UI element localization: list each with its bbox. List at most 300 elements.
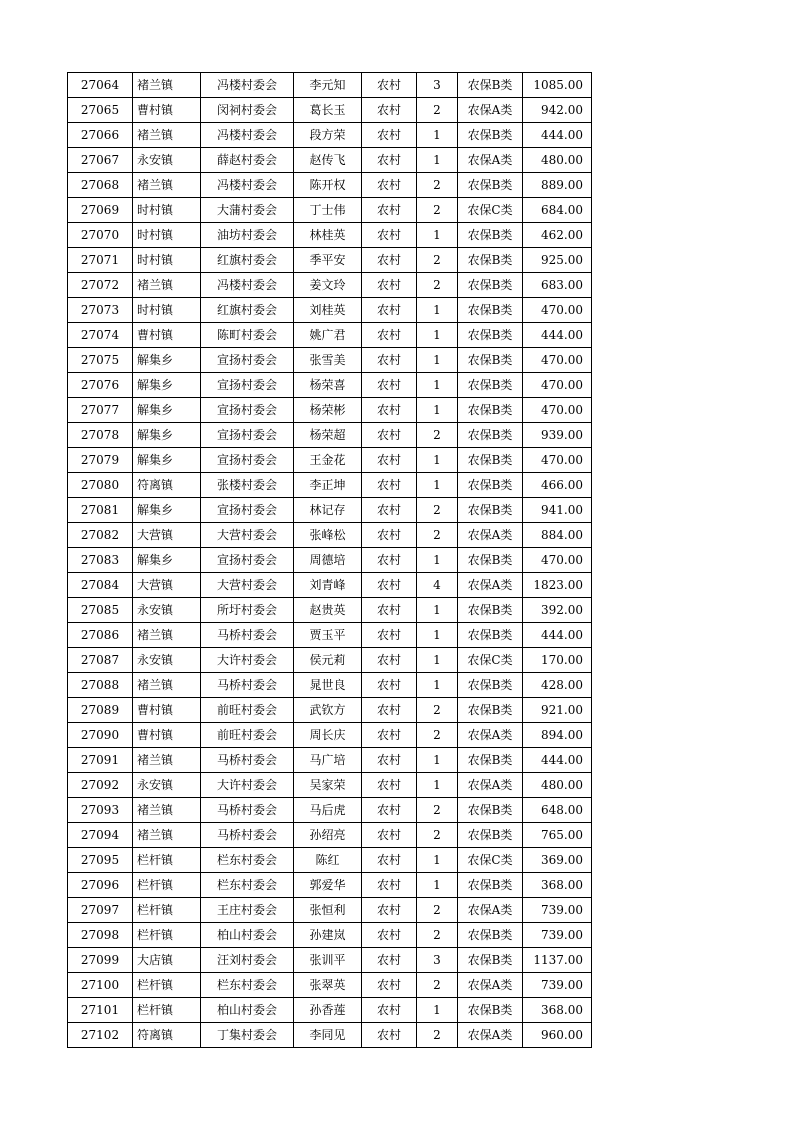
table-row bbox=[68, 498, 592, 523]
town-cell: 解集乡 bbox=[133, 398, 201, 423]
household-count-cell: 2 bbox=[417, 98, 458, 123]
record-id-cell: 27102 bbox=[68, 1023, 133, 1048]
amount-cell: 648.00 bbox=[523, 798, 592, 823]
household-count-cell: 1 bbox=[417, 623, 458, 648]
household-count-cell: 2 bbox=[417, 1023, 458, 1048]
person-name-cell: 段方荣 bbox=[294, 123, 362, 148]
insurance-category-cell: 农保B类 bbox=[458, 598, 523, 623]
area-type-cell: 农村 bbox=[362, 73, 417, 98]
household-count-cell: 2 bbox=[417, 173, 458, 198]
area-type-cell: 农村 bbox=[362, 948, 417, 973]
town-cell: 褚兰镇 bbox=[133, 173, 201, 198]
person-name-cell: 周德培 bbox=[294, 548, 362, 573]
insurance-category-cell: 农保B类 bbox=[458, 998, 523, 1023]
insurance-category-cell: 农保B类 bbox=[458, 248, 523, 273]
area-type-cell: 农村 bbox=[362, 598, 417, 623]
table-row bbox=[68, 948, 592, 973]
table-row bbox=[68, 473, 592, 498]
village-committee-cell: 马桥村委会 bbox=[201, 673, 294, 698]
household-count-cell: 1 bbox=[417, 473, 458, 498]
table-row bbox=[68, 623, 592, 648]
amount-cell: 368.00 bbox=[523, 873, 592, 898]
table-row bbox=[68, 173, 592, 198]
person-name-cell: 刘青峰 bbox=[294, 573, 362, 598]
person-name-cell: 张峰松 bbox=[294, 523, 362, 548]
area-type-cell: 农村 bbox=[362, 673, 417, 698]
village-committee-cell: 宣扬村委会 bbox=[201, 398, 294, 423]
town-cell: 时村镇 bbox=[133, 298, 201, 323]
amount-cell: 470.00 bbox=[523, 298, 592, 323]
town-cell: 解集乡 bbox=[133, 373, 201, 398]
person-name-cell: 丁士伟 bbox=[294, 198, 362, 223]
amount-cell: 470.00 bbox=[523, 398, 592, 423]
village-committee-cell: 大许村委会 bbox=[201, 773, 294, 798]
insurance-category-cell: 农保B类 bbox=[458, 423, 523, 448]
town-cell: 褚兰镇 bbox=[133, 748, 201, 773]
household-count-cell: 4 bbox=[417, 573, 458, 598]
amount-cell: 1085.00 bbox=[523, 73, 592, 98]
amount-cell: 444.00 bbox=[523, 323, 592, 348]
village-committee-cell: 马桥村委会 bbox=[201, 798, 294, 823]
record-id-cell: 27082 bbox=[68, 523, 133, 548]
town-cell: 大店镇 bbox=[133, 948, 201, 973]
area-type-cell: 农村 bbox=[362, 223, 417, 248]
area-type-cell: 农村 bbox=[362, 373, 417, 398]
table-row bbox=[68, 548, 592, 573]
table-row bbox=[68, 523, 592, 548]
amount-cell: 739.00 bbox=[523, 973, 592, 998]
record-id-cell: 27073 bbox=[68, 298, 133, 323]
insurance-category-cell: 农保B类 bbox=[458, 323, 523, 348]
person-name-cell: 马后虎 bbox=[294, 798, 362, 823]
insurance-category-cell: 农保B类 bbox=[458, 548, 523, 573]
insurance-category-cell: 农保A类 bbox=[458, 773, 523, 798]
village-committee-cell: 所圩村委会 bbox=[201, 598, 294, 623]
village-committee-cell: 宣扬村委会 bbox=[201, 448, 294, 473]
insurance-category-cell: 农保B类 bbox=[458, 298, 523, 323]
insurance-category-cell: 农保B类 bbox=[458, 798, 523, 823]
record-id-cell: 27088 bbox=[68, 673, 133, 698]
town-cell: 大营镇 bbox=[133, 573, 201, 598]
record-id-cell: 27064 bbox=[68, 73, 133, 98]
amount-cell: 480.00 bbox=[523, 773, 592, 798]
record-id-cell: 27099 bbox=[68, 948, 133, 973]
household-count-cell: 2 bbox=[417, 798, 458, 823]
table-row bbox=[68, 748, 592, 773]
table-row bbox=[68, 248, 592, 273]
person-name-cell: 李正坤 bbox=[294, 473, 362, 498]
town-cell: 曹村镇 bbox=[133, 698, 201, 723]
table-row bbox=[68, 648, 592, 673]
person-name-cell: 侯元莉 bbox=[294, 648, 362, 673]
insurance-category-cell: 农保B类 bbox=[458, 923, 523, 948]
area-type-cell: 农村 bbox=[362, 473, 417, 498]
record-id-cell: 27080 bbox=[68, 473, 133, 498]
table-row bbox=[68, 223, 592, 248]
amount-cell: 1823.00 bbox=[523, 573, 592, 598]
table-row bbox=[68, 598, 592, 623]
household-count-cell: 2 bbox=[417, 698, 458, 723]
insurance-category-cell: 农保B类 bbox=[458, 223, 523, 248]
household-count-cell: 2 bbox=[417, 498, 458, 523]
area-type-cell: 农村 bbox=[362, 548, 417, 573]
town-cell: 时村镇 bbox=[133, 248, 201, 273]
town-cell: 褚兰镇 bbox=[133, 623, 201, 648]
household-count-cell: 1 bbox=[417, 548, 458, 573]
amount-cell: 921.00 bbox=[523, 698, 592, 723]
town-cell: 栏杆镇 bbox=[133, 873, 201, 898]
area-type-cell: 农村 bbox=[362, 823, 417, 848]
table-row bbox=[68, 1023, 592, 1048]
person-name-cell: 吴家荣 bbox=[294, 773, 362, 798]
amount-cell: 392.00 bbox=[523, 598, 592, 623]
area-type-cell: 农村 bbox=[362, 973, 417, 998]
household-count-cell: 3 bbox=[417, 73, 458, 98]
town-cell: 褚兰镇 bbox=[133, 673, 201, 698]
table-row bbox=[68, 348, 592, 373]
town-cell: 曹村镇 bbox=[133, 723, 201, 748]
person-name-cell: 晁世良 bbox=[294, 673, 362, 698]
household-count-cell: 2 bbox=[417, 723, 458, 748]
area-type-cell: 农村 bbox=[362, 423, 417, 448]
record-id-cell: 27087 bbox=[68, 648, 133, 673]
village-committee-cell: 红旗村委会 bbox=[201, 248, 294, 273]
household-count-cell: 1 bbox=[417, 323, 458, 348]
area-type-cell: 农村 bbox=[362, 498, 417, 523]
person-name-cell: 孙建岚 bbox=[294, 923, 362, 948]
person-name-cell: 张翠英 bbox=[294, 973, 362, 998]
village-committee-cell: 红旗村委会 bbox=[201, 298, 294, 323]
town-cell: 符离镇 bbox=[133, 1023, 201, 1048]
person-name-cell: 葛长玉 bbox=[294, 98, 362, 123]
town-cell: 解集乡 bbox=[133, 548, 201, 573]
village-committee-cell: 大蒲村委会 bbox=[201, 198, 294, 223]
person-name-cell: 林记存 bbox=[294, 498, 362, 523]
person-name-cell: 陈开权 bbox=[294, 173, 362, 198]
town-cell: 褚兰镇 bbox=[133, 123, 201, 148]
record-id-cell: 27084 bbox=[68, 573, 133, 598]
household-count-cell: 1 bbox=[417, 123, 458, 148]
person-name-cell: 陈红 bbox=[294, 848, 362, 873]
record-id-cell: 27077 bbox=[68, 398, 133, 423]
village-committee-cell: 油坊村委会 bbox=[201, 223, 294, 248]
insurance-category-cell: 农保B类 bbox=[458, 273, 523, 298]
record-id-cell: 27091 bbox=[68, 748, 133, 773]
town-cell: 褚兰镇 bbox=[133, 798, 201, 823]
amount-cell: 466.00 bbox=[523, 473, 592, 498]
area-type-cell: 农村 bbox=[362, 923, 417, 948]
village-committee-cell: 宣扬村委会 bbox=[201, 348, 294, 373]
household-count-cell: 2 bbox=[417, 423, 458, 448]
record-id-cell: 27065 bbox=[68, 98, 133, 123]
record-id-cell: 27092 bbox=[68, 773, 133, 798]
amount-cell: 480.00 bbox=[523, 148, 592, 173]
amount-cell: 444.00 bbox=[523, 123, 592, 148]
record-id-cell: 27076 bbox=[68, 373, 133, 398]
record-id-cell: 27079 bbox=[68, 448, 133, 473]
record-id-cell: 27069 bbox=[68, 198, 133, 223]
village-committee-cell: 柏山村委会 bbox=[201, 923, 294, 948]
village-committee-cell: 丁集村委会 bbox=[201, 1023, 294, 1048]
amount-cell: 470.00 bbox=[523, 448, 592, 473]
insurance-category-cell: 农保B类 bbox=[458, 123, 523, 148]
insurance-category-cell: 农保B类 bbox=[458, 473, 523, 498]
amount-cell: 889.00 bbox=[523, 173, 592, 198]
table-row bbox=[68, 898, 592, 923]
village-committee-cell: 宣扬村委会 bbox=[201, 548, 294, 573]
household-count-cell: 2 bbox=[417, 273, 458, 298]
person-name-cell: 郭爱华 bbox=[294, 873, 362, 898]
area-type-cell: 农村 bbox=[362, 273, 417, 298]
record-id-cell: 27070 bbox=[68, 223, 133, 248]
table-row bbox=[68, 823, 592, 848]
insurance-category-cell: 农保B类 bbox=[458, 498, 523, 523]
area-type-cell: 农村 bbox=[362, 348, 417, 373]
village-committee-cell: 陈町村委会 bbox=[201, 323, 294, 348]
amount-cell: 470.00 bbox=[523, 348, 592, 373]
area-type-cell: 农村 bbox=[362, 873, 417, 898]
amount-cell: 170.00 bbox=[523, 648, 592, 673]
record-id-cell: 27100 bbox=[68, 973, 133, 998]
table-row bbox=[68, 298, 592, 323]
table-row bbox=[68, 773, 592, 798]
village-committee-cell: 宣扬村委会 bbox=[201, 423, 294, 448]
town-cell: 永安镇 bbox=[133, 598, 201, 623]
insurance-category-cell: 农保B类 bbox=[458, 398, 523, 423]
table-row bbox=[68, 973, 592, 998]
household-count-cell: 1 bbox=[417, 773, 458, 798]
table-row bbox=[68, 848, 592, 873]
amount-cell: 470.00 bbox=[523, 548, 592, 573]
person-name-cell: 孙绍亮 bbox=[294, 823, 362, 848]
village-committee-cell: 柏山村委会 bbox=[201, 998, 294, 1023]
household-count-cell: 1 bbox=[417, 598, 458, 623]
record-id-cell: 27072 bbox=[68, 273, 133, 298]
town-cell: 栏杆镇 bbox=[133, 923, 201, 948]
household-count-cell: 1 bbox=[417, 298, 458, 323]
area-type-cell: 农村 bbox=[362, 623, 417, 648]
area-type-cell: 农村 bbox=[362, 198, 417, 223]
area-type-cell: 农村 bbox=[362, 98, 417, 123]
table-row bbox=[68, 273, 592, 298]
area-type-cell: 农村 bbox=[362, 323, 417, 348]
table-row bbox=[68, 398, 592, 423]
village-committee-cell: 栏东村委会 bbox=[201, 848, 294, 873]
person-name-cell: 杨荣彬 bbox=[294, 398, 362, 423]
insurance-category-cell: 农保A类 bbox=[458, 523, 523, 548]
area-type-cell: 农村 bbox=[362, 998, 417, 1023]
amount-cell: 884.00 bbox=[523, 523, 592, 548]
amount-cell: 428.00 bbox=[523, 673, 592, 698]
insurance-category-cell: 农保B类 bbox=[458, 73, 523, 98]
household-count-cell: 1 bbox=[417, 398, 458, 423]
insurance-category-cell: 农保A类 bbox=[458, 973, 523, 998]
town-cell: 符离镇 bbox=[133, 473, 201, 498]
record-id-cell: 27075 bbox=[68, 348, 133, 373]
table-row bbox=[68, 873, 592, 898]
table-row bbox=[68, 98, 592, 123]
household-count-cell: 2 bbox=[417, 973, 458, 998]
village-committee-cell: 王庄村委会 bbox=[201, 898, 294, 923]
person-name-cell: 林桂英 bbox=[294, 223, 362, 248]
amount-cell: 939.00 bbox=[523, 423, 592, 448]
village-committee-cell: 宣扬村委会 bbox=[201, 498, 294, 523]
person-name-cell: 李同见 bbox=[294, 1023, 362, 1048]
insurance-category-cell: 农保B类 bbox=[458, 873, 523, 898]
person-name-cell: 武钦方 bbox=[294, 698, 362, 723]
record-id-cell: 27095 bbox=[68, 848, 133, 873]
person-name-cell: 季平安 bbox=[294, 248, 362, 273]
town-cell: 时村镇 bbox=[133, 198, 201, 223]
village-committee-cell: 大营村委会 bbox=[201, 573, 294, 598]
area-type-cell: 农村 bbox=[362, 573, 417, 598]
household-count-cell: 2 bbox=[417, 823, 458, 848]
table-row bbox=[68, 998, 592, 1023]
town-cell: 曹村镇 bbox=[133, 98, 201, 123]
person-name-cell: 贾玉平 bbox=[294, 623, 362, 648]
household-count-cell: 1 bbox=[417, 673, 458, 698]
record-id-cell: 27068 bbox=[68, 173, 133, 198]
table-row bbox=[68, 423, 592, 448]
insurance-category-cell: 农保A类 bbox=[458, 148, 523, 173]
area-type-cell: 农村 bbox=[362, 148, 417, 173]
record-id-cell: 27090 bbox=[68, 723, 133, 748]
person-name-cell: 姚广君 bbox=[294, 323, 362, 348]
village-committee-cell: 栏东村委会 bbox=[201, 973, 294, 998]
household-count-cell: 1 bbox=[417, 448, 458, 473]
amount-cell: 765.00 bbox=[523, 823, 592, 848]
amount-cell: 739.00 bbox=[523, 898, 592, 923]
town-cell: 解集乡 bbox=[133, 348, 201, 373]
record-id-cell: 27071 bbox=[68, 248, 133, 273]
household-count-cell: 2 bbox=[417, 898, 458, 923]
village-committee-cell: 大许村委会 bbox=[201, 648, 294, 673]
household-count-cell: 1 bbox=[417, 873, 458, 898]
table-row bbox=[68, 123, 592, 148]
area-type-cell: 农村 bbox=[362, 648, 417, 673]
person-name-cell: 姜文玲 bbox=[294, 273, 362, 298]
record-id-cell: 27085 bbox=[68, 598, 133, 623]
area-type-cell: 农村 bbox=[362, 248, 417, 273]
town-cell: 褚兰镇 bbox=[133, 73, 201, 98]
village-committee-cell: 前旺村委会 bbox=[201, 723, 294, 748]
record-id-cell: 27089 bbox=[68, 698, 133, 723]
person-name-cell: 杨荣超 bbox=[294, 423, 362, 448]
area-type-cell: 农村 bbox=[362, 123, 417, 148]
table-row bbox=[68, 923, 592, 948]
person-name-cell: 赵贵英 bbox=[294, 598, 362, 623]
record-id-cell: 27074 bbox=[68, 323, 133, 348]
insurance-category-cell: 农保B类 bbox=[458, 748, 523, 773]
record-id-cell: 27094 bbox=[68, 823, 133, 848]
person-name-cell: 杨荣喜 bbox=[294, 373, 362, 398]
person-name-cell: 马广培 bbox=[294, 748, 362, 773]
area-type-cell: 农村 bbox=[362, 798, 417, 823]
record-id-cell: 27081 bbox=[68, 498, 133, 523]
person-name-cell: 张训平 bbox=[294, 948, 362, 973]
household-count-cell: 1 bbox=[417, 148, 458, 173]
town-cell: 褚兰镇 bbox=[133, 823, 201, 848]
town-cell: 解集乡 bbox=[133, 448, 201, 473]
area-type-cell: 农村 bbox=[362, 848, 417, 873]
insurance-category-cell: 农保C类 bbox=[458, 198, 523, 223]
town-cell: 永安镇 bbox=[133, 148, 201, 173]
record-id-cell: 27067 bbox=[68, 148, 133, 173]
household-count-cell: 2 bbox=[417, 198, 458, 223]
insurance-category-cell: 农保A类 bbox=[458, 1023, 523, 1048]
amount-cell: 942.00 bbox=[523, 98, 592, 123]
record-id-cell: 27096 bbox=[68, 873, 133, 898]
household-count-cell: 3 bbox=[417, 948, 458, 973]
insurance-category-cell: 农保C类 bbox=[458, 648, 523, 673]
amount-cell: 368.00 bbox=[523, 998, 592, 1023]
village-committee-cell: 冯楼村委会 bbox=[201, 173, 294, 198]
household-count-cell: 1 bbox=[417, 348, 458, 373]
area-type-cell: 农村 bbox=[362, 398, 417, 423]
person-name-cell: 王金花 bbox=[294, 448, 362, 473]
person-name-cell: 张雪美 bbox=[294, 348, 362, 373]
area-type-cell: 农村 bbox=[362, 773, 417, 798]
area-type-cell: 农村 bbox=[362, 698, 417, 723]
town-cell: 栏杆镇 bbox=[133, 848, 201, 873]
village-committee-cell: 汪刘村委会 bbox=[201, 948, 294, 973]
area-type-cell: 农村 bbox=[362, 523, 417, 548]
person-name-cell: 周长庆 bbox=[294, 723, 362, 748]
amount-cell: 739.00 bbox=[523, 923, 592, 948]
amount-cell: 925.00 bbox=[523, 248, 592, 273]
insurance-category-cell: 农保B类 bbox=[458, 823, 523, 848]
insurance-category-cell: 农保B类 bbox=[458, 373, 523, 398]
amount-cell: 1137.00 bbox=[523, 948, 592, 973]
area-type-cell: 农村 bbox=[362, 1023, 417, 1048]
area-type-cell: 农村 bbox=[362, 748, 417, 773]
amount-cell: 444.00 bbox=[523, 623, 592, 648]
town-cell: 永安镇 bbox=[133, 648, 201, 673]
person-name-cell: 张恒利 bbox=[294, 898, 362, 923]
town-cell: 栏杆镇 bbox=[133, 998, 201, 1023]
village-committee-cell: 冯楼村委会 bbox=[201, 273, 294, 298]
area-type-cell: 农村 bbox=[362, 298, 417, 323]
town-cell: 栏杆镇 bbox=[133, 898, 201, 923]
village-committee-cell: 马桥村委会 bbox=[201, 748, 294, 773]
insurance-category-cell: 农保A类 bbox=[458, 898, 523, 923]
table-row bbox=[68, 323, 592, 348]
record-id-cell: 27098 bbox=[68, 923, 133, 948]
area-type-cell: 农村 bbox=[362, 898, 417, 923]
insurance-category-cell: 农保A类 bbox=[458, 723, 523, 748]
table-row bbox=[68, 723, 592, 748]
household-count-cell: 2 bbox=[417, 248, 458, 273]
person-name-cell: 刘桂英 bbox=[294, 298, 362, 323]
table-row bbox=[68, 448, 592, 473]
table-row bbox=[68, 673, 592, 698]
insurance-category-cell: 农保B类 bbox=[458, 348, 523, 373]
town-cell: 栏杆镇 bbox=[133, 973, 201, 998]
village-committee-cell: 马桥村委会 bbox=[201, 823, 294, 848]
insurance-category-cell: 农保B类 bbox=[458, 173, 523, 198]
area-type-cell: 农村 bbox=[362, 173, 417, 198]
village-committee-cell: 马桥村委会 bbox=[201, 623, 294, 648]
household-count-cell: 2 bbox=[417, 923, 458, 948]
area-type-cell: 农村 bbox=[362, 448, 417, 473]
village-committee-cell: 冯楼村委会 bbox=[201, 73, 294, 98]
village-committee-cell: 前旺村委会 bbox=[201, 698, 294, 723]
village-committee-cell: 栏东村委会 bbox=[201, 873, 294, 898]
table-row bbox=[68, 373, 592, 398]
household-count-cell: 1 bbox=[417, 998, 458, 1023]
record-id-cell: 27093 bbox=[68, 798, 133, 823]
town-cell: 解集乡 bbox=[133, 423, 201, 448]
